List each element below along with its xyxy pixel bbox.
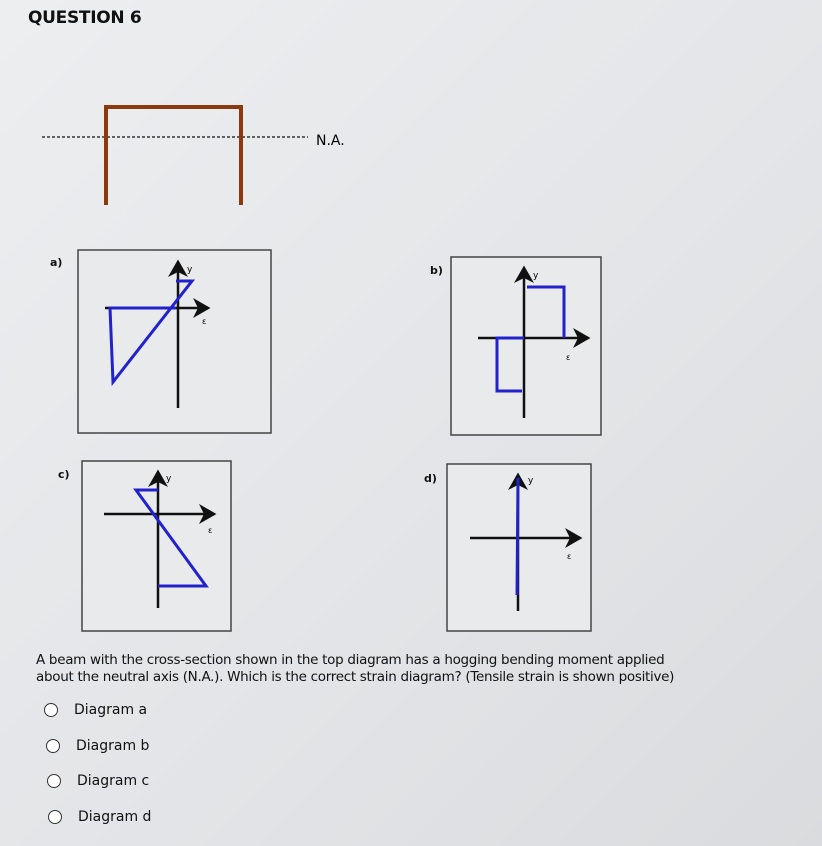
radio-button[interactable] (48, 810, 62, 824)
diagram-b-label: b) (430, 264, 443, 277)
svg-text:y: y (533, 271, 539, 281)
svg-text:y: y (528, 476, 534, 486)
svg-text:ε: ε (208, 526, 213, 535)
question-text-line2: about the neutral axis (N.A.). Which is the correct strain diagram? (Tensile strain is shown positive) (36, 669, 675, 685)
radio-button[interactable] (46, 739, 60, 753)
diagram-d-label: d) (424, 472, 437, 485)
option-label: Diagram d (78, 809, 152, 825)
radio-button[interactable] (44, 703, 58, 717)
diagram-c-label: c) (58, 468, 70, 481)
option-diagram-a[interactable] (44, 702, 147, 718)
diagram-a (78, 250, 271, 433)
na-label: N.A. (316, 133, 345, 149)
option-diagram-c[interactable] (47, 773, 149, 789)
svg-text:y: y (187, 265, 193, 275)
diagram-d (447, 464, 591, 631)
option-diagram-b[interactable] (46, 738, 149, 754)
svg-text:y: y (166, 474, 172, 484)
radio-button[interactable] (47, 774, 61, 788)
question-text-line1: A beam with the cross-section shown in the top diagram has a hogging bending moment applied (36, 652, 665, 668)
diagram-b (451, 257, 601, 435)
channel-section (106, 107, 241, 205)
svg-text:ε: ε (567, 552, 572, 561)
option-label: Diagram c (77, 773, 150, 789)
svg-text:ε: ε (566, 353, 571, 362)
option-label: Diagram a (74, 702, 148, 718)
option-label: Diagram b (76, 738, 150, 754)
diagram-c (82, 461, 231, 631)
beam-cross-section (42, 107, 345, 205)
question-title: QUESTION 6 (28, 8, 142, 28)
diagram-a-label: a) (50, 256, 63, 269)
svg-text:ε: ε (202, 317, 207, 326)
strain-profile-d (517, 478, 518, 595)
option-diagram-d[interactable] (48, 809, 151, 825)
